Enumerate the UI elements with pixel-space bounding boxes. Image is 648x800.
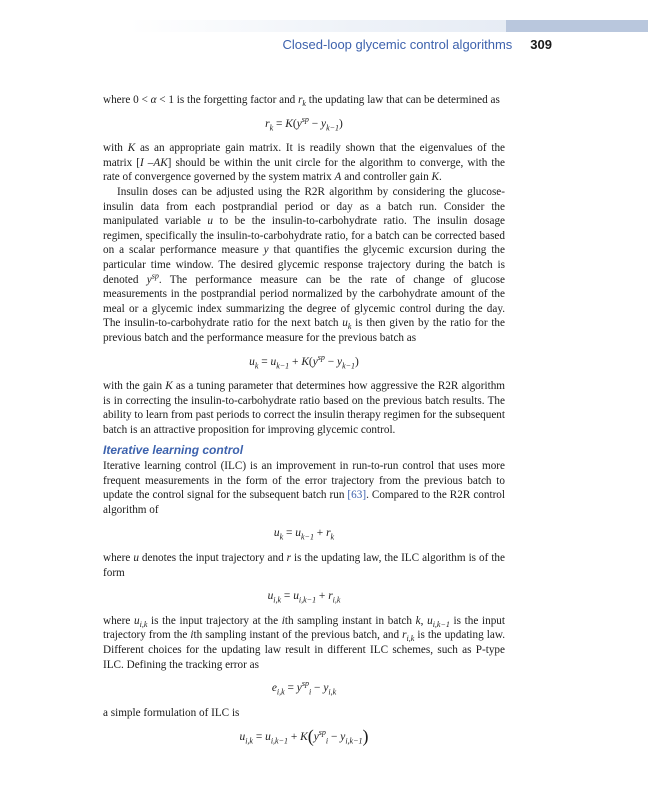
equation-4: $u_{i,k} = u_{i,k-1} + r_{i,k}$ — [267, 590, 341, 605]
equation-5: $e_{i,k} = y^{sp}_i - y_{i,k}$ — [271, 679, 337, 697]
section-heading: Iterative learning control — [103, 443, 244, 458]
citation-link[interactable]: [63] — [347, 489, 367, 502]
paragraph-5: Iterative learning control (ILC) is an improvement in run-to-run control that uses more frequent measurements in the form of the error trajectory from the previous batch to update the control signal for the subsequent batch run [63]. Compared to the R2R control algorithm of — [103, 460, 506, 516]
running-header — [0, 36, 552, 54]
header-band-accent — [506, 20, 648, 32]
paragraph-3: Insulin doses can be adjusted using the R2R algorithm by considering the glucose-insulin data from each postprandial period or day as a batch run. Consider the manipulated variable u to be the insulin-to-carbohydrate ratio. The insulin dosage regimen, specifically the insulin-to-carbohydrate ratio, for a batch can be corrected based on a scalar performance measure y that quantifies the glycemic excursion during the particular time window. The desired glycemic response trajectory during the batch is denoted $y^{sp}$. The performance measure can be the rate of change of glucose measurements in the postprandial period normalized by the carbohydrate amount of the meal or a glycemic index summarizing the degree of glycemic control during the day. The insulin-to-carbohydrate ratio for the next batch $u_k$ is then given by the ratio for the previous batch and the performance measure for the previous batch as — [103, 185, 505, 344]
equation-2: $u_k = u_{k-1} + K(y^{sp} - y_{k-1})$ — [249, 352, 359, 370]
paragraph-1: where 0 < α < 1 is the forgetting factor and $r_k$ the updating law that can be determined as — [103, 94, 500, 109]
page-number: 309 — [530, 37, 552, 52]
paragraph-8: a simple formulation of ILC is — [103, 706, 240, 719]
equation-3: $u_k = u_{k-1} + r_k$ — [273, 527, 335, 542]
paragraph-6: where u denotes the input trajectory and r is the updating law, the ILC algorithm is of the form — [103, 552, 505, 579]
equation-1: $r_k = K(y^{sp} - y_{k-1})$ — [265, 114, 343, 132]
paragraph-4: with the gain K as a tuning parameter that determines how aggressive the R2R algorithm is in correcting the insulin-to-carbohydrate ratio based on the previous batch results. The ability to learn from past periods to correct the insulin therapy regimen for the subsequent batch is an attractive proposition for improving glycemic control. — [103, 380, 506, 436]
equation-6: $u_{i,k} = u_{i,k-1} + K(y^{sp}_i - y_{i,k-1})$ — [239, 726, 369, 747]
page-body — [103, 93, 505, 755]
running-title: Closed-loop glycemic control algorithms — [282, 37, 513, 52]
paragraph-7: where $u_{i,k}$ is the input trajectory at the ith sampling instant in batch k, $u_{i,k-1}$ is the input trajectory from the ith sampling instant of the previous batch, and $r_{i,k}$ is the updating law. Different choices for the updating law result in different ILC schemes, such as P-type ILC. Defining the tracking error as — [103, 614, 505, 671]
paragraph-2: with K as an appropriate gain matrix. It is readily shown that the eigenvalues of the matrix [I –AK] should be within the unit circle for the algorithm to converge, with the rate of convergence governed by the system matrix A and controller gain K. — [103, 142, 506, 184]
